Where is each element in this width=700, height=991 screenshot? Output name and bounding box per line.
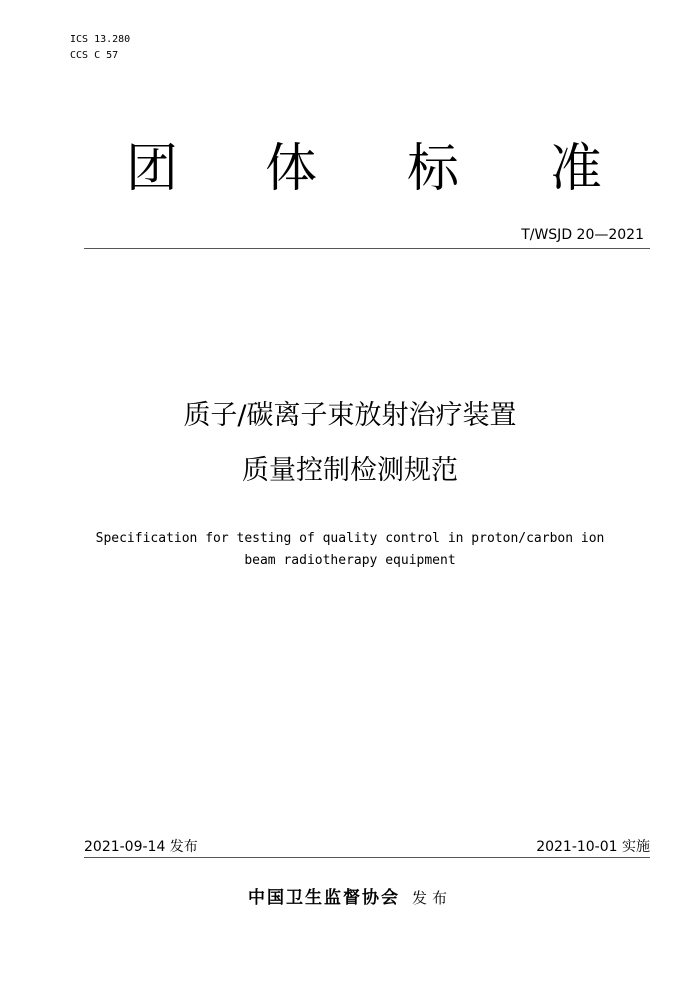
publisher-organization: 中国卫生监督协会 xyxy=(247,888,400,908)
classification-codes xyxy=(70,32,130,64)
issue-date: 2021-09-14 发布 xyxy=(84,839,198,855)
standard-type-char-2: 体 xyxy=(265,139,318,199)
publisher-action: 发布 xyxy=(411,889,452,907)
english-title-line-2: beam radiotherapy equipment xyxy=(244,553,456,568)
standard-type-char-4: 准 xyxy=(550,139,603,199)
english-title-line-1: Specification for testing of quality control in proton/carbon ion xyxy=(95,531,605,546)
ccs-code: CCS C 57 xyxy=(70,50,119,61)
standard-type-char-1: 团 xyxy=(126,139,179,199)
top-divider xyxy=(84,248,650,249)
implementation-date: 2021-10-01 实施 xyxy=(536,839,650,855)
publisher-line xyxy=(0,883,700,908)
standard-type-heading xyxy=(0,138,700,200)
chinese-title-line-2: 质量控制检测规范 xyxy=(242,455,458,486)
ics-code: ICS 13.280 xyxy=(70,34,131,45)
standard-number: T/WSJD 20—2021 xyxy=(521,227,644,243)
standard-type-char-3: 标 xyxy=(407,139,460,199)
chinese-title-line-1: 质子/碳离子束放射治疗装置 xyxy=(183,400,517,431)
bottom-divider xyxy=(84,857,650,858)
